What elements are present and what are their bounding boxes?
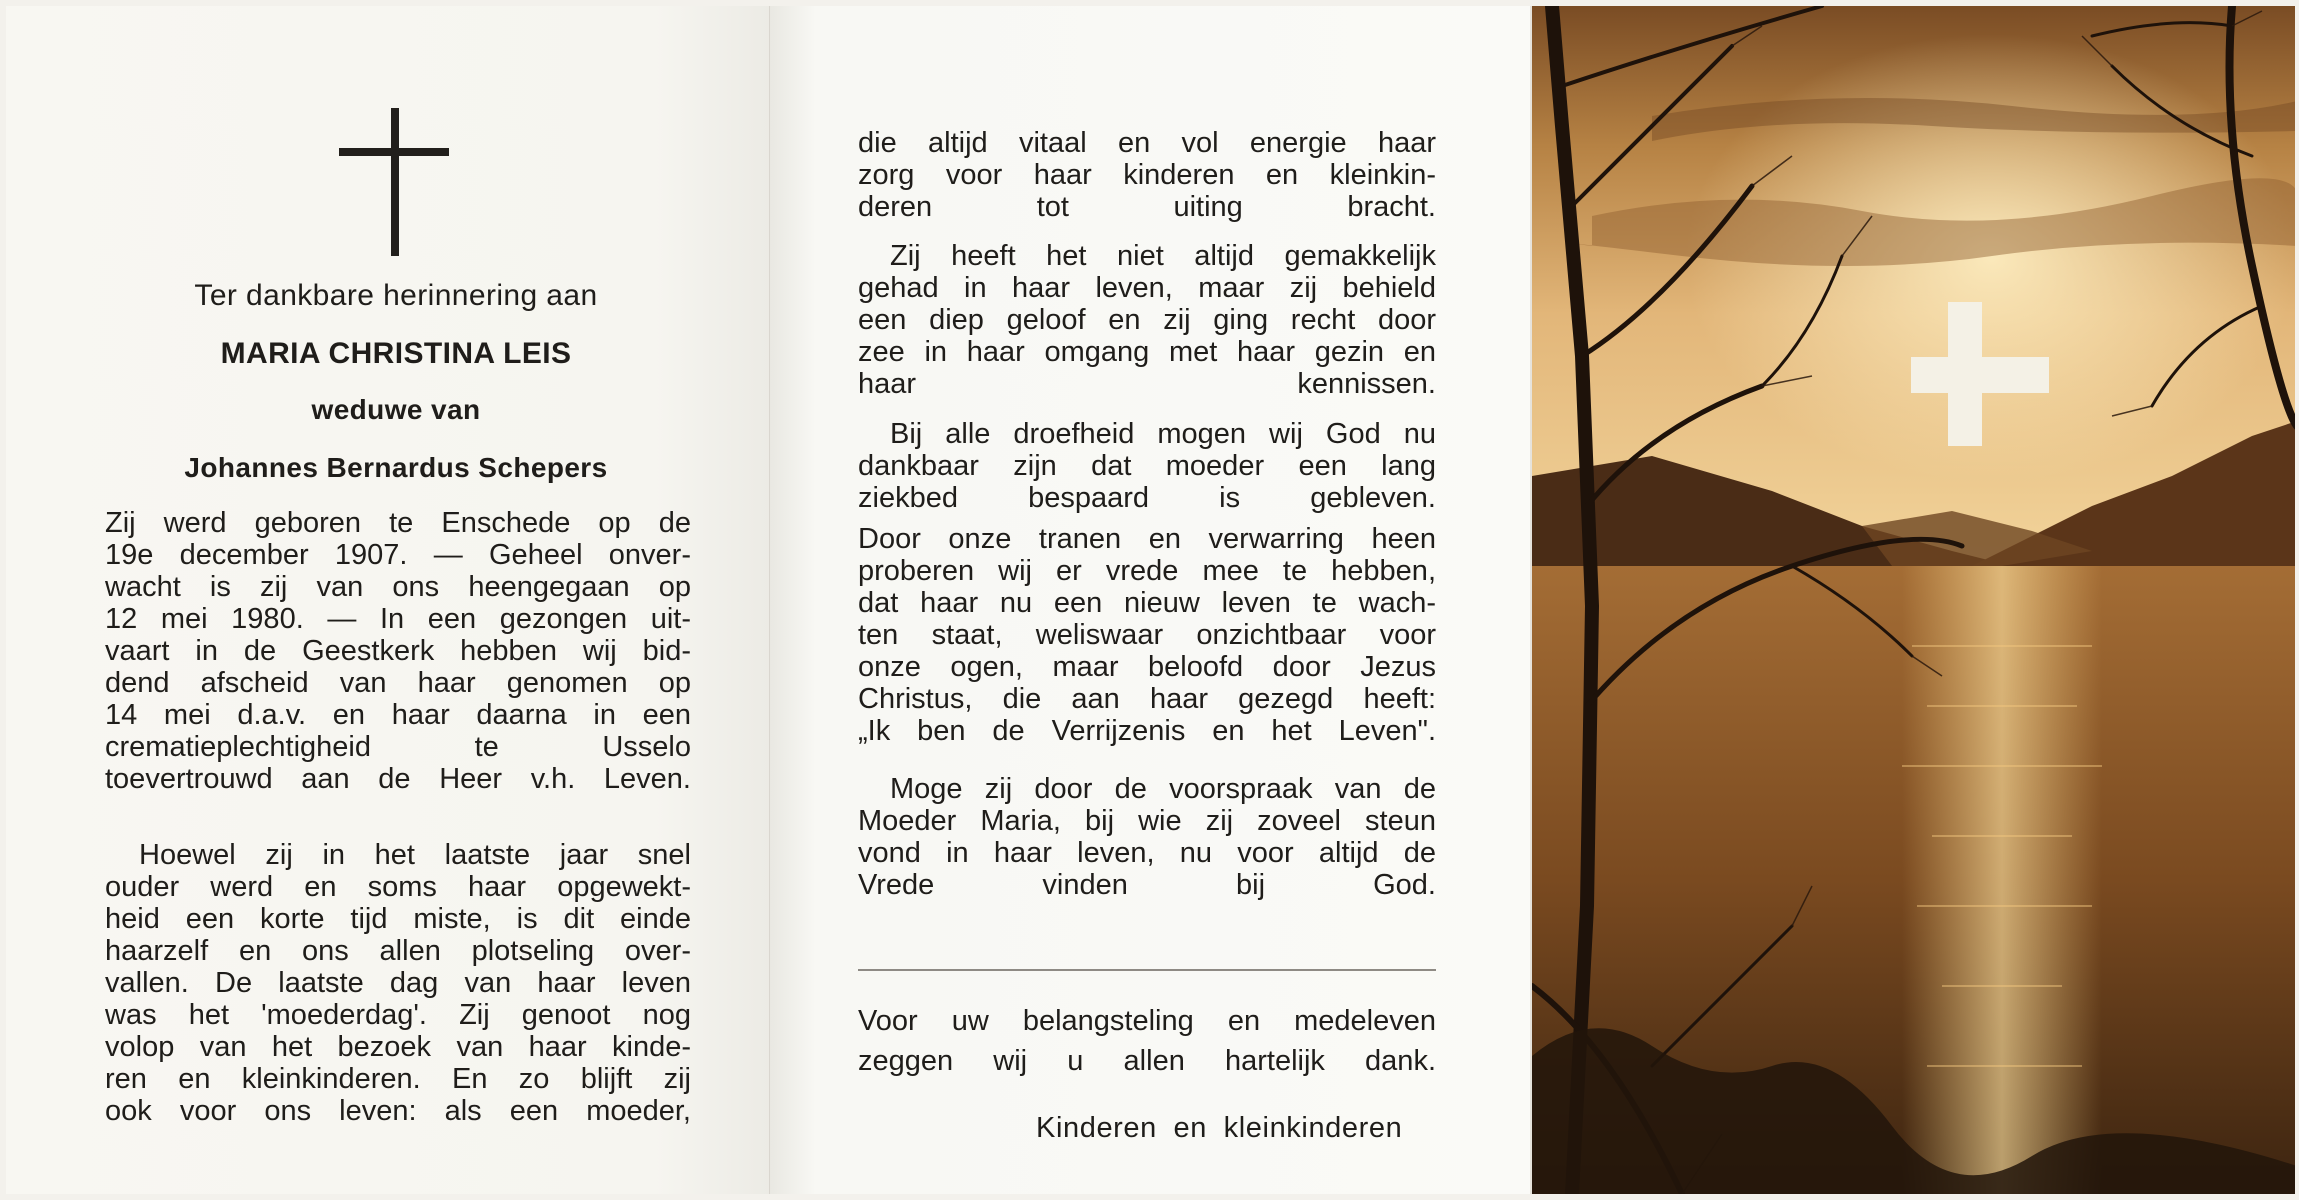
text-line: crematieplechtigheid te Usselo: [105, 731, 691, 763]
text-line: zeggen wij u allen hartelijk dank.: [858, 1045, 1436, 1077]
text-line: ten staat, weliswaar onzichtbaar voor: [858, 619, 1436, 651]
text-line: die altijd vitaal en vol energie haar: [858, 127, 1436, 159]
thanks-paragraph: [858, 1005, 1436, 1077]
text-line: Christus, die aan haar gezegd heeft:: [858, 683, 1436, 715]
text-line: ren en kleinkinderen. En zo blijft zij: [105, 1063, 691, 1095]
text-line: dat haar nu een nieuw leven te wach-: [858, 587, 1436, 619]
middle-paragraph-1: [858, 127, 1436, 223]
text-line: 12 mei 1980. — In een gezongen uit-: [105, 603, 691, 635]
text-line: ouder werd en soms haar opgewekt-: [105, 871, 691, 903]
middle-paragraph-5: [858, 773, 1436, 901]
text-line: gehad in haar leven, maar zij behield: [858, 272, 1436, 304]
text-line: zee in haar omgang met haar gezin en: [858, 336, 1436, 368]
middle-paragraph-4: [858, 523, 1436, 747]
spouse-name: Johannes Bernardus Schepers: [184, 452, 608, 483]
text-line: was het 'moederdag'. Zij genoot nog: [105, 999, 691, 1031]
relation-text: weduwe van: [311, 394, 481, 425]
text-line: vallen. De laatste dag van haar leven: [105, 967, 691, 999]
text-line: toevertrouwd aan de Heer v.h. Leven.: [105, 763, 691, 795]
text-line: ziekbed bespaard is gebleven.: [858, 482, 1436, 514]
text-line: haar kennissen.: [858, 368, 1436, 400]
text-line: „Ik ben de Verrijzenis en het Leven".: [858, 715, 1436, 747]
text-line: Hoewel zij in het laatste jaar snel: [139, 839, 691, 871]
text-line: een diep geloof en zij ging recht door: [858, 304, 1436, 336]
text-line: dend afscheid van haar genomen op: [105, 667, 691, 699]
text-line: haarzelf en ons allen plotseling over-: [105, 935, 691, 967]
text-line: Vrede vinden bij God.: [858, 869, 1436, 901]
text-line: Zij werd geboren te Enschede op de: [105, 507, 691, 539]
text-line: wacht is zij van ons heengegaan op: [105, 571, 691, 603]
text-line: dankbaar zijn dat moeder een lang: [858, 450, 1436, 482]
text-line: Voor uw belangsteling en medeleven: [858, 1005, 1436, 1037]
text-line: vaart in de Geestkerk hebben wij bid-: [105, 635, 691, 667]
text-line: ook voor ons leven: als een moeder,: [105, 1095, 691, 1127]
text-line: Moge zij door de voorspraak van de: [890, 773, 1436, 805]
text-line: Bij alle droefheid mogen wij God nu: [890, 418, 1436, 450]
cross-icon: [339, 108, 449, 258]
text-line: volop van het bezoek van haar kinde-: [105, 1031, 691, 1063]
biography-paragraph: [105, 507, 691, 795]
left-panel: [6, 6, 770, 1194]
sunset-lake-photo: [1530, 6, 2295, 1194]
middle-paragraph-3: [858, 418, 1436, 514]
text-line: onze ogen, maar beloofd door Jezus: [858, 651, 1436, 683]
text-line: heid een korte tijd miste, is dit einde: [105, 903, 691, 935]
intro-text: Ter dankbare herinnering aan: [194, 279, 598, 312]
remembrance-paragraph: [105, 839, 691, 1127]
text-line: 14 mei d.a.v. en haar daarna in een: [105, 699, 691, 731]
text-line: deren tot uiting bracht.: [858, 191, 1436, 223]
middle-paragraph-2: [858, 240, 1436, 400]
deceased-name: MARIA CHRISTINA LEIS: [220, 337, 572, 370]
text-line: Zij heeft het niet altijd gemakkelijk: [890, 240, 1436, 272]
text-line: zorg voor haar kinderen en kleinkin-: [858, 159, 1436, 191]
text-line: 19e december 1907. — Geheel onver-: [105, 539, 691, 571]
divider-line: [858, 969, 1436, 971]
signature-text: Kinderen en kleinkinderen: [1036, 1112, 1403, 1144]
sunset-landscape-image: [1532, 6, 2295, 1194]
text-line: Moeder Maria, bij wie zij zoveel steun: [858, 805, 1436, 837]
text-line: vond in haar leven, nu voor altijd de: [858, 837, 1436, 869]
text-line: Door onze tranen en verwarring heen: [858, 523, 1436, 555]
text-line: proberen wij er vrede mee te hebben,: [858, 555, 1436, 587]
